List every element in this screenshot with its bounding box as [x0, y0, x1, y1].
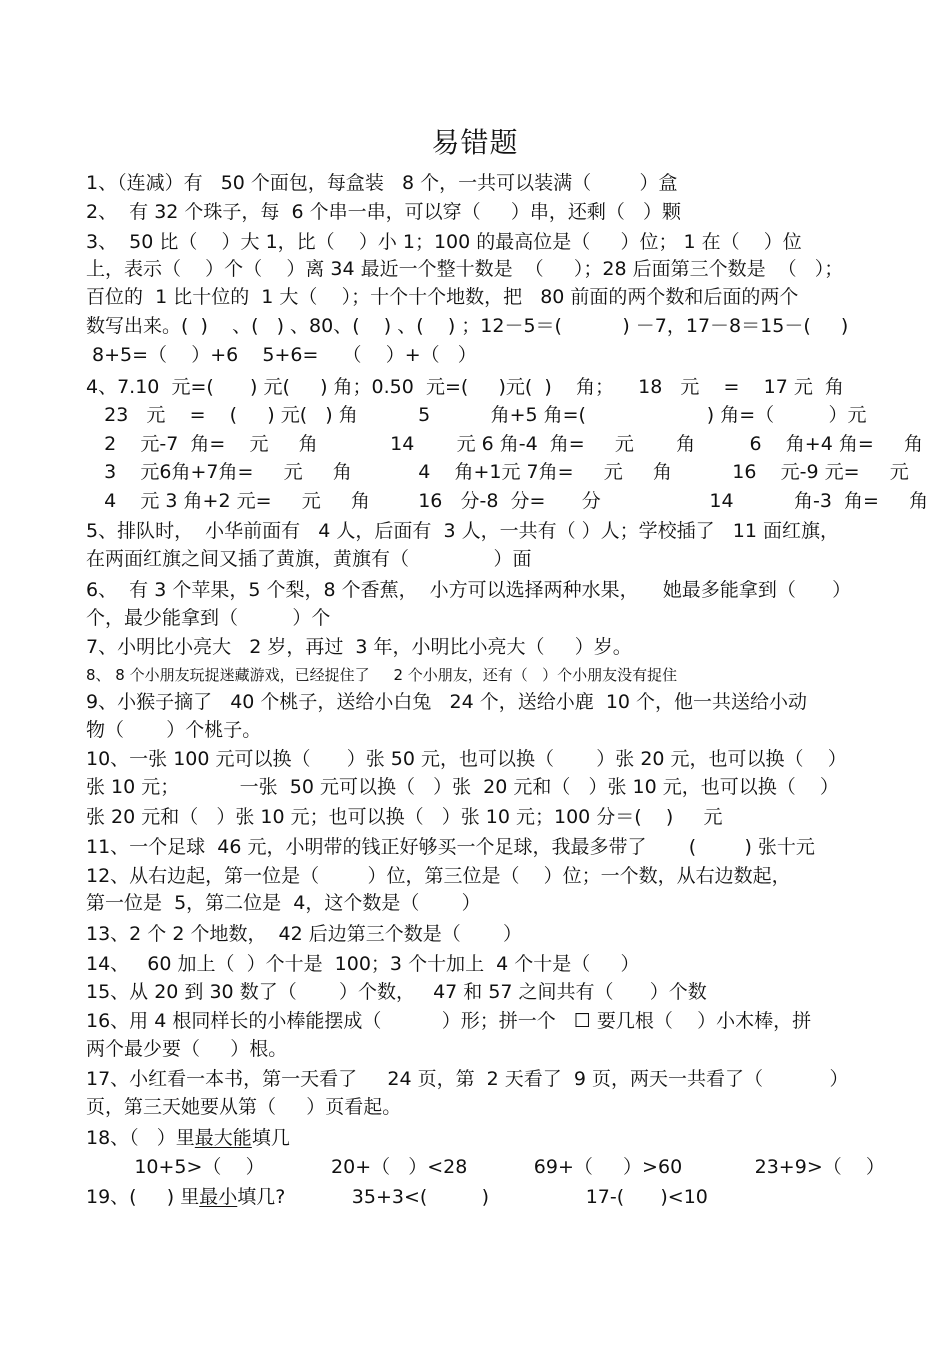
question-line-10: 2 元-7 角= 元 角 14 元 6 角-4 角= 元 角 6 角+4 角= 角: [86, 433, 923, 455]
question-line-13: 5、排队时， 小华前面有 4 人，后面有 3 人，一共有（ ）人；学校插了 11 面红旗，: [86, 520, 839, 542]
question-line-6: 数写出来。( ) 、( ) 、80、( ) 、( ) ；12－5＝( ) －7，17－8＝15－( ): [86, 315, 849, 337]
underlined-text: 最小: [199, 1186, 238, 1208]
question-line-20: 物（ ）个桃子。: [86, 719, 262, 741]
question-line-27: 13、2 个 2 个地数， 42 后边第三个数是（ ）: [86, 923, 523, 945]
question-line-12: 4 元 3 角+2 元= 元 角 16 分-8 分= 分 14 角-3 角= 角: [86, 490, 929, 512]
question-line-21: 10、一张 100 元可以换（ ）张 50 元，也可以换（ ）张 20 元，也可以换（ ）: [86, 748, 847, 770]
question-line-11: 3 元6角+7角= 元 角 4 角+1元 7角= 元 角 16 元-9 元= 元: [86, 461, 909, 483]
question-line-36: 19、( ) 里最小填几? 35+3<( ) 17-( )<10: [86, 1186, 708, 1208]
question-line-1: 1、（连减）有 50 个面包，每盒装 8 个，一共可以装满（ ）盒: [86, 172, 678, 194]
question-line-33: 页，第三天她要从第（ ）页看起。: [86, 1096, 402, 1118]
question-line-25: 12、从右边起，第一位是（ ）位，第三位是（ ）位；一个数，从右边数起，: [86, 865, 791, 887]
question-line-5: 百位的 1 比十位的 1 大（ ）；十个十个地数，把 80 前面的两个数和后面的两个: [86, 286, 799, 308]
question-line-29: 15、从 20 到 30 数了（ ）个数， 47 和 57 之间共有（ ）个数: [86, 981, 707, 1003]
question-line-22: 张 10 元； 一张 50 元可以换（ ）张 20 元和（ ）张 10 元，也可以换（ ）: [86, 776, 839, 798]
question-line-16: 个，最少能拿到（ ）个: [86, 607, 331, 629]
question-line-26: 第一位是 5，第二位是 4，这个数是（ ）: [86, 892, 481, 914]
question-line-8: 4、7.10 元=( ) 元( ) 角；0.50 元=( )元( ) 角； 18 元 = 17 元 角: [86, 376, 844, 398]
question-line-7: 8+5=（ ）+6 5+6= （ ）+（ ）: [86, 344, 477, 366]
page-title: 易错题: [431, 126, 519, 159]
question-line-4: 上，表示（ ）个（ ）离 34 最近一个整十数是 （ ）；28 后面第三个数是 （ ）；: [86, 258, 844, 280]
question-line-19: 9、小猴子摘了 40 个桃子，送给小白兔 24 个，送给小鹿 10 个，他一共送给小动: [86, 691, 808, 713]
question-line-14: 在两面红旗之间又插了黄旗，黄旗有（ ）面: [86, 548, 532, 570]
question-line-28: 14、 60 加上（ ）个十是 100；3 个十加上 4 个十是（ ）: [86, 953, 640, 975]
question-line-31: 两个最少要（ ）根。: [86, 1038, 288, 1060]
question-line-18: 8、 8 个小朋友玩捉迷藏游戏，已经捉住了 2 个小朋友，还有（ ）个小朋友没有捉住: [86, 666, 678, 684]
question-line-9: 23 元 = ( ) 元( ) 角 5 角+5 角=( ) 角=（ ）元: [86, 404, 867, 426]
question-line-32: 17、小红看一本书，第一天看了 24 页，第 2 天看了 9 页，两天一共看了（ ）: [86, 1068, 849, 1090]
question-line-34: 18、（ ）里最大能填几: [86, 1127, 290, 1149]
question-line-23: 张 20 元和（ ）张 10 元；也可以换（ ）张 10 元；100 分＝( ) 元: [86, 806, 723, 828]
underlined-text: 最大能: [194, 1127, 252, 1149]
question-line-2: 2、 有 32 个珠子，每 6 个串一串，可以穿（ ）串，还剩（ ）颗: [86, 201, 681, 223]
question-line-17: 7、小明比小亮大 2 岁，再过 3 年，小明比小亮大（ ）岁。: [86, 636, 632, 658]
question-line-15: 6、 有 3 个苹果，5 个梨，8 个香蕉， 小方可以选择两种水果， 她最多能拿到（ ）: [86, 579, 852, 601]
question-line-3: 3、 50 比（ ）大 1，比（ ）小 1；100 的最高位是（ ）位； 1 在（ ）位: [86, 231, 802, 253]
question-line-35: 10+5>（ ） 20+（ ）<28 69+（ ）>60 23+9>（ ）: [86, 1156, 885, 1178]
question-line-30: 16、用 4 根同样长的小棒能摆成（ ）形；拼一个 ☐ 要几根（ ）小木棒，拼: [86, 1010, 812, 1032]
question-line-24: 11、一个足球 46 元，小明带的钱正好够买一个足球，我最多带了 ( ) 张十元: [86, 836, 815, 858]
